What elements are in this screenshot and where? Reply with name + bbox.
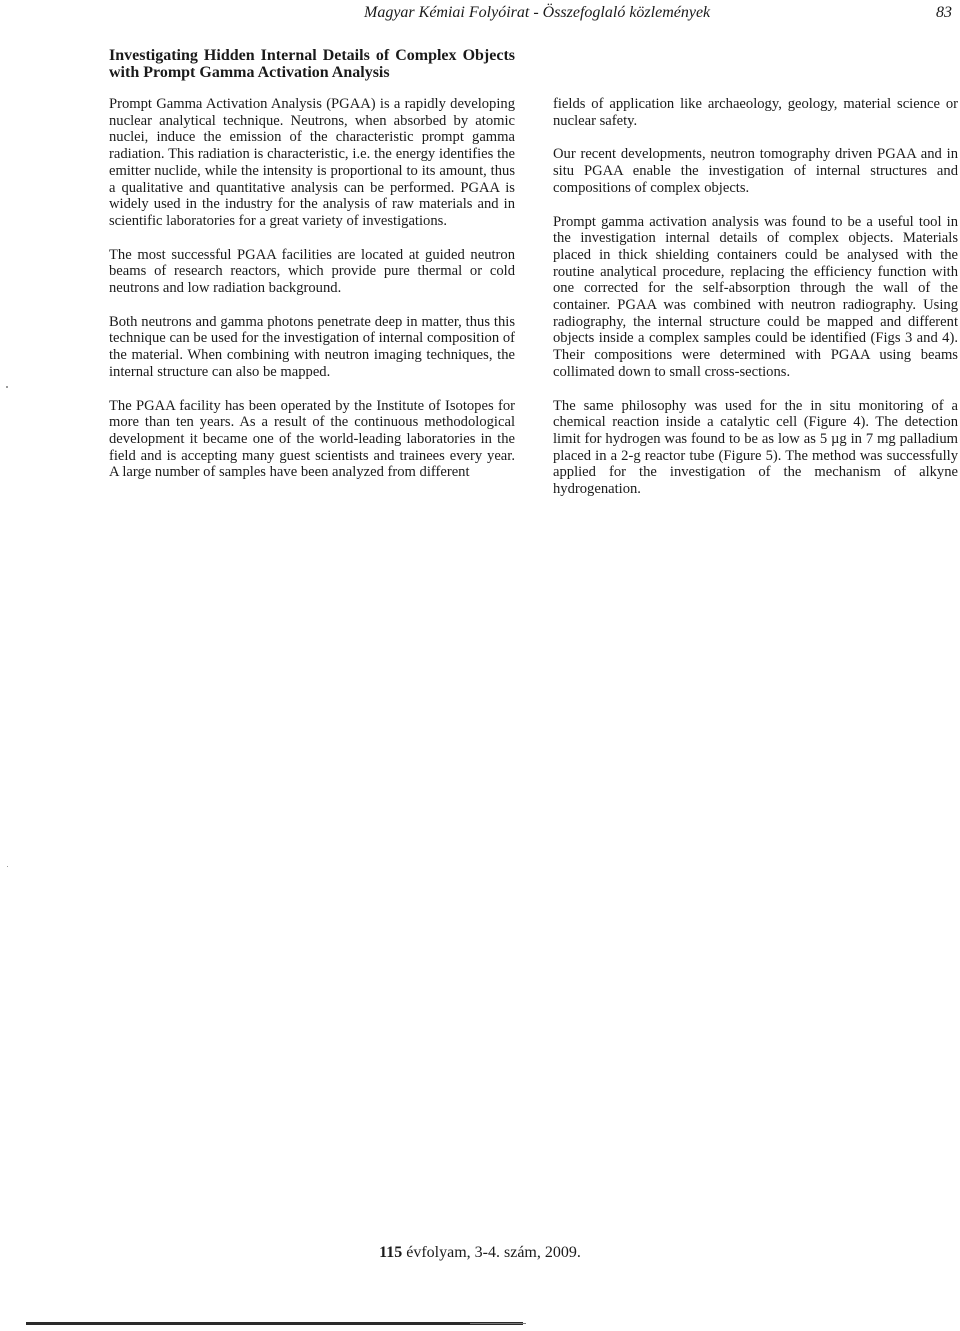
scan-speck [6,386,8,388]
paragraph: The same philosophy was used for the in situ monitoring of a chemical reaction inside a catalytic cell (Figure 4). The detection limit for hydrogen was found to be as low as 5 µg in 7 mg palladium placed in a 2-g reactor tube (Figure 5). The method was successfully applied for the investigation of the mechanism of alkyne hydrogenation. [553,397,958,498]
paragraph: Prompt Gamma Activation Analysis (PGAA) is a rapidly developing nuclear analytical technique. Neutrons, when absorbed by atomic nuclei, induce the emission of the characteristic prompt gamma radiation. This radiation is characteristic, i.e. the energy identifies the emitter nuclide, while the intensity is proportional to its amount, thus a qualitative and quantitative analysis can be performed. PGAA is widely used in the industry for the analysis of raw materials and in scientific laboratories for a great variety of investigations. [109,96,515,229]
paragraph: Prompt gamma activation analysis was found to be a useful tool in the investigation internal details of complex objects. Materials placed in thick shielding containers could be analysed with the routine analytical procedure, replacing the efficiency function with one corrected for the self-absorption through the wall of the container. PGAA was combined with neutron radiography. Using radiography, the internal structure could be mapped and different objects inside a complex samples could be identified (Figs 3 and 4). Their compositions were determined with PGAA using beams collimated down to small cross-sections. [553,213,958,380]
left-column [109,96,515,498]
article-title: Investigating Hidden Internal Details of Complex Objects with Prompt Gamma Activation Analysis [109,47,515,81]
paragraph: fields of application like archaeology, geology, material science or nuclear safety. [553,96,958,129]
bottom-rule [26,1322,523,1325]
right-column [553,96,958,515]
paragraph: The PGAA facility has been operated by the Institute of Isotopes for more than ten years. As a result of the continuous methodological development it became one of the world-leading laboratories in the field and is accepting many guest scientists and trainees every year. A large number of samples have been analyzed from different [109,397,515,481]
issue-text: évfolyam, 3-4. szám, 2009. [406,1244,581,1261]
paragraph: Our recent developments, neutron tomography driven PGAA and in situ PGAA enable the investigation of internal structures and compositions of complex objects. [553,146,958,196]
paragraph: Both neutrons and gamma photons penetrate deep in matter, thus this technique can be used for the investigation of internal composition of the material. When combining with neutron imaging techniques, the internal structure can also be mapped. [109,313,515,380]
volume-number: 115 [379,1244,403,1261]
page-number: 83 [936,4,952,21]
bottom-rule-fade [470,1323,526,1324]
paragraph: The most successful PGAA facilities are located at guided neutron beams of research reactors, which provide pure thermal or cold neutrons and low radiation background. [109,246,515,297]
scan-speck [7,866,8,867]
footer-issue [0,1244,960,1262]
running-head: Magyar Kémiai Folyóirat - Összefoglaló közlemények [364,4,711,21]
